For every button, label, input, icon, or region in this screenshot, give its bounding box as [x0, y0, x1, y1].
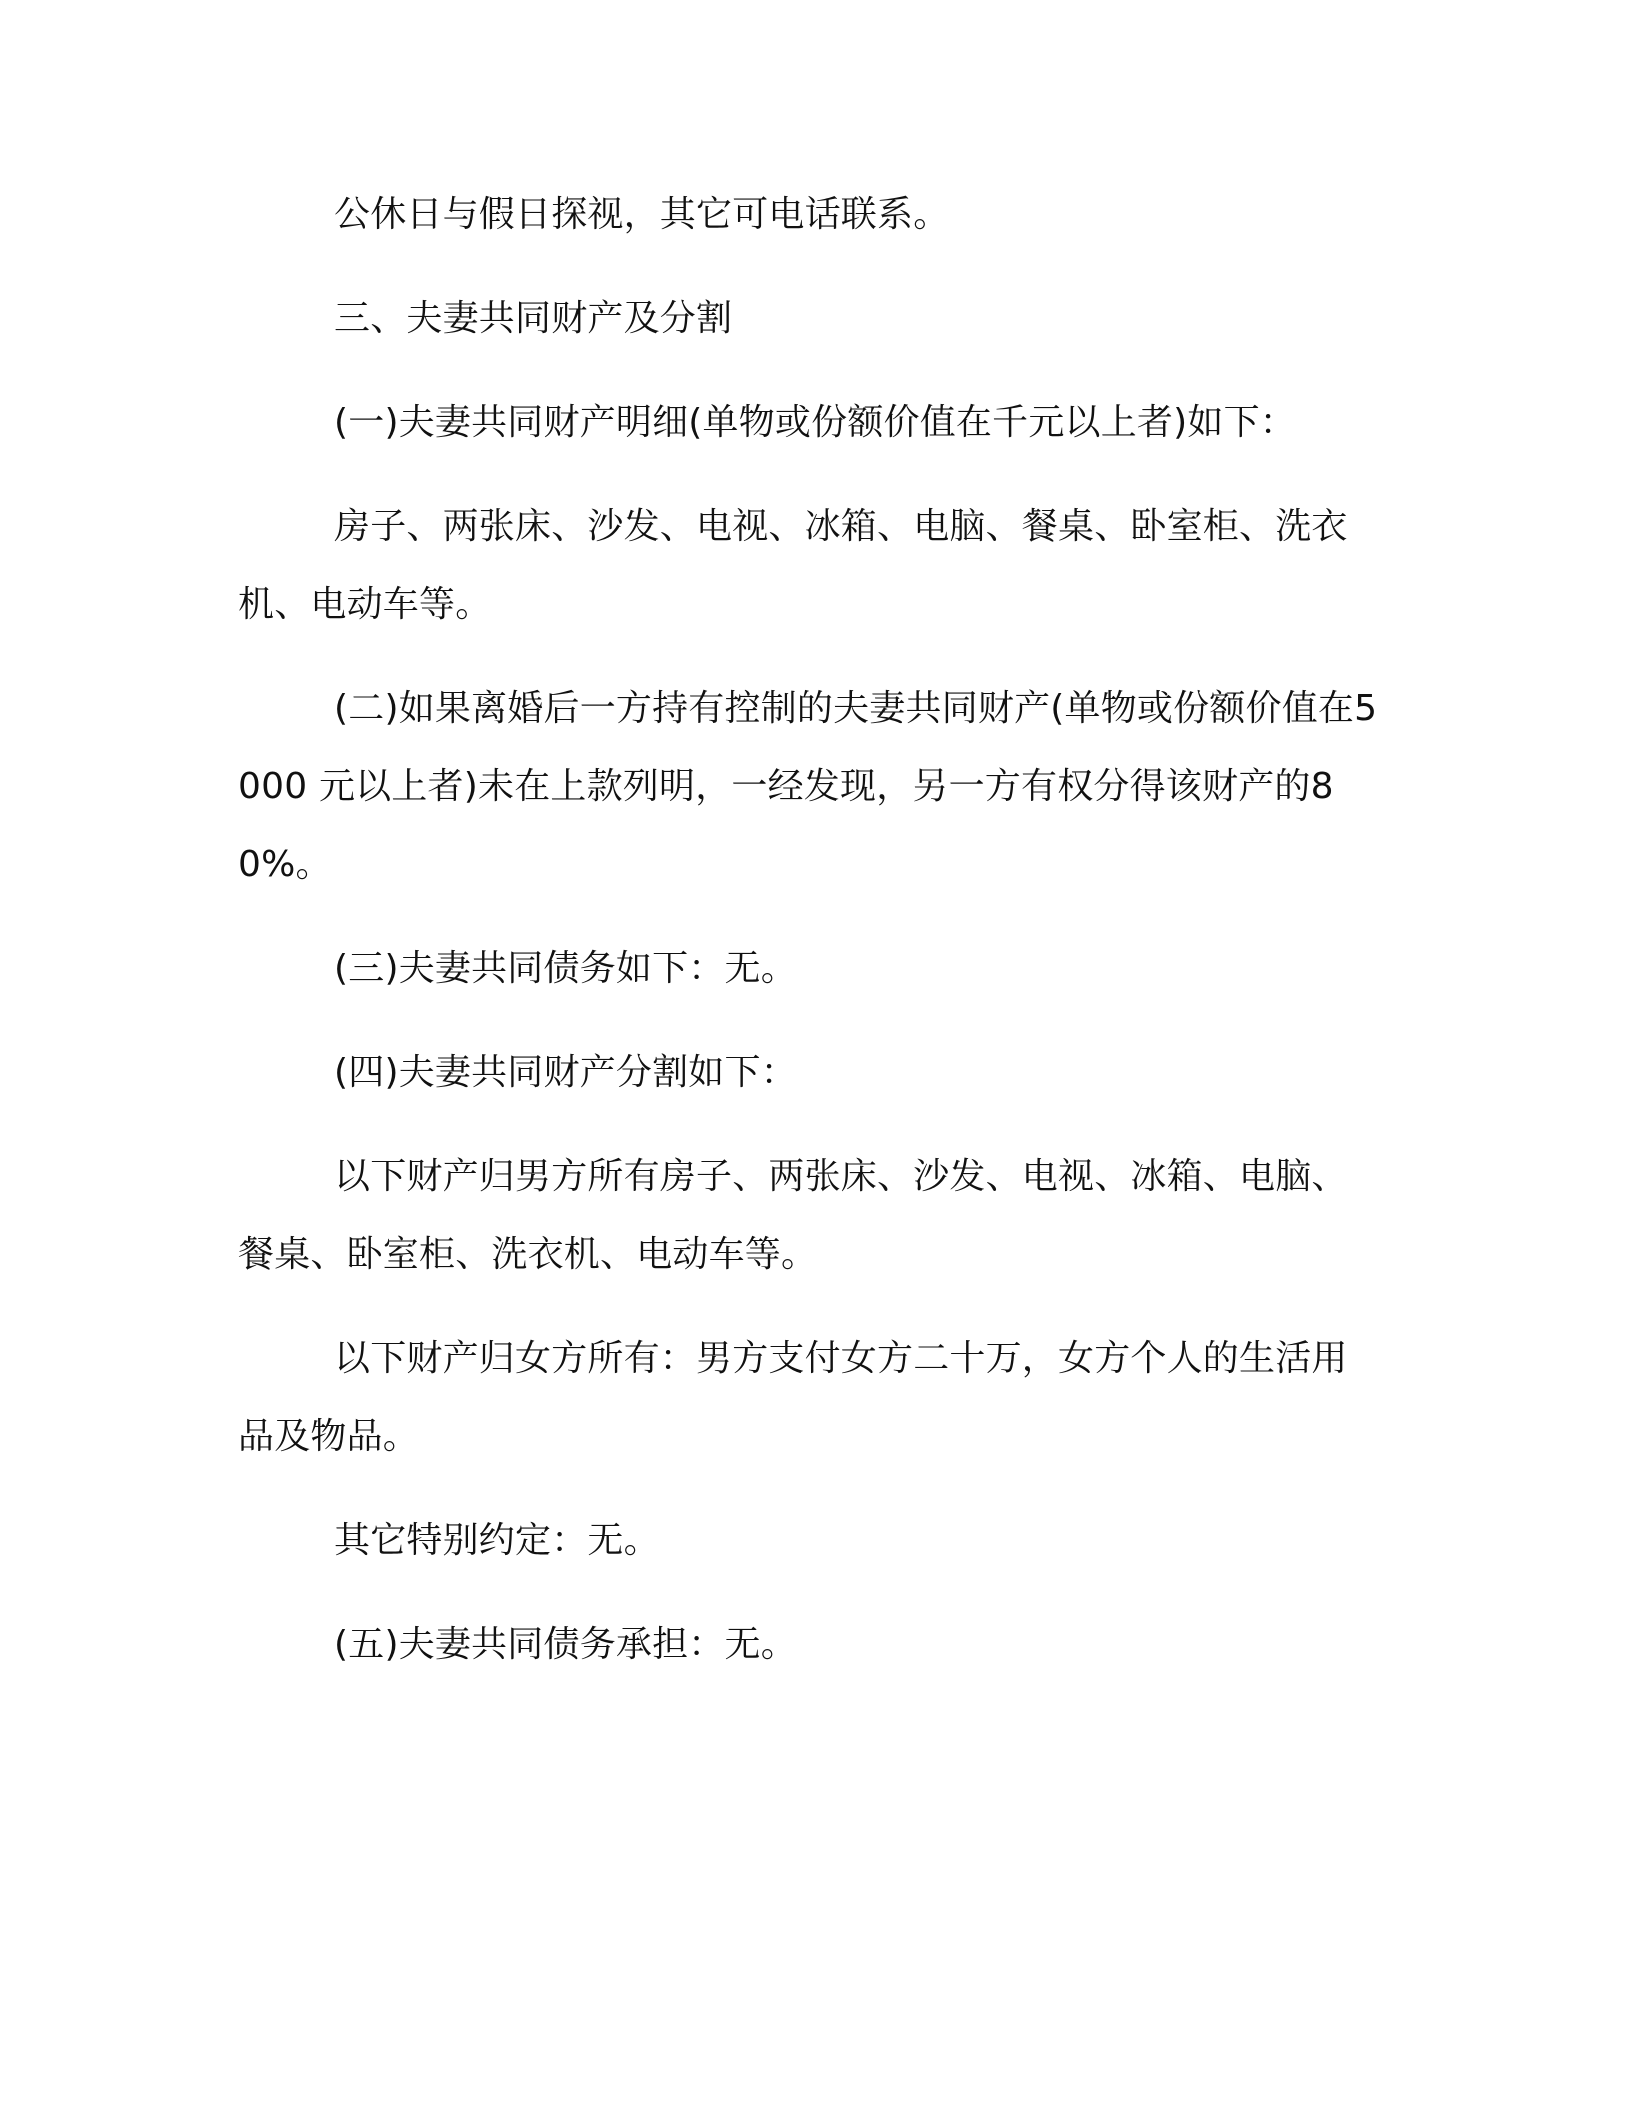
document-body — [238, 176, 1378, 1684]
paragraph-debt-bearing: (五)夫妻共同债务承担：无。 — [334, 1624, 797, 1665]
paragraph-joint-debts: (三)夫妻共同债务如下：无。 — [334, 948, 797, 989]
paragraph-visitation: 公休日与假日探视，其它可电话联系。 — [334, 194, 950, 235]
paragraph-property-items: 房子、两张床、沙发、电视、冰箱、电脑、餐桌、卧室柜、洗衣机、电动车等。 — [238, 506, 1348, 625]
paragraph-undisclosed-property: (二)如果离婚后一方持有控制的夫妻共同财产(单物或份额价值在5000 元以上者)未在上款列明，一经发现，另一方有权分得该财产的80%。 — [238, 688, 1378, 885]
paragraph-division-intro: (四)夫妻共同财产分割如下： — [334, 1052, 797, 1093]
paragraph-male-property: 以下财产归男方所有房子、两张床、沙发、电视、冰箱、电脑、餐桌、卧室柜、洗衣机、电动车等。 — [238, 1156, 1348, 1275]
paragraph-special-agreement: 其它特别约定：无。 — [334, 1520, 660, 1561]
section-heading-property: 三、夫妻共同财产及分割 — [334, 298, 733, 339]
paragraph-female-property: 以下财产归女方所有：男方支付女方二十万，女方个人的生活用品及物品。 — [238, 1338, 1348, 1457]
paragraph-property-list-intro: (一)夫妻共同财产明细(单物或份额价值在千元以上者)如下： — [334, 402, 1296, 443]
